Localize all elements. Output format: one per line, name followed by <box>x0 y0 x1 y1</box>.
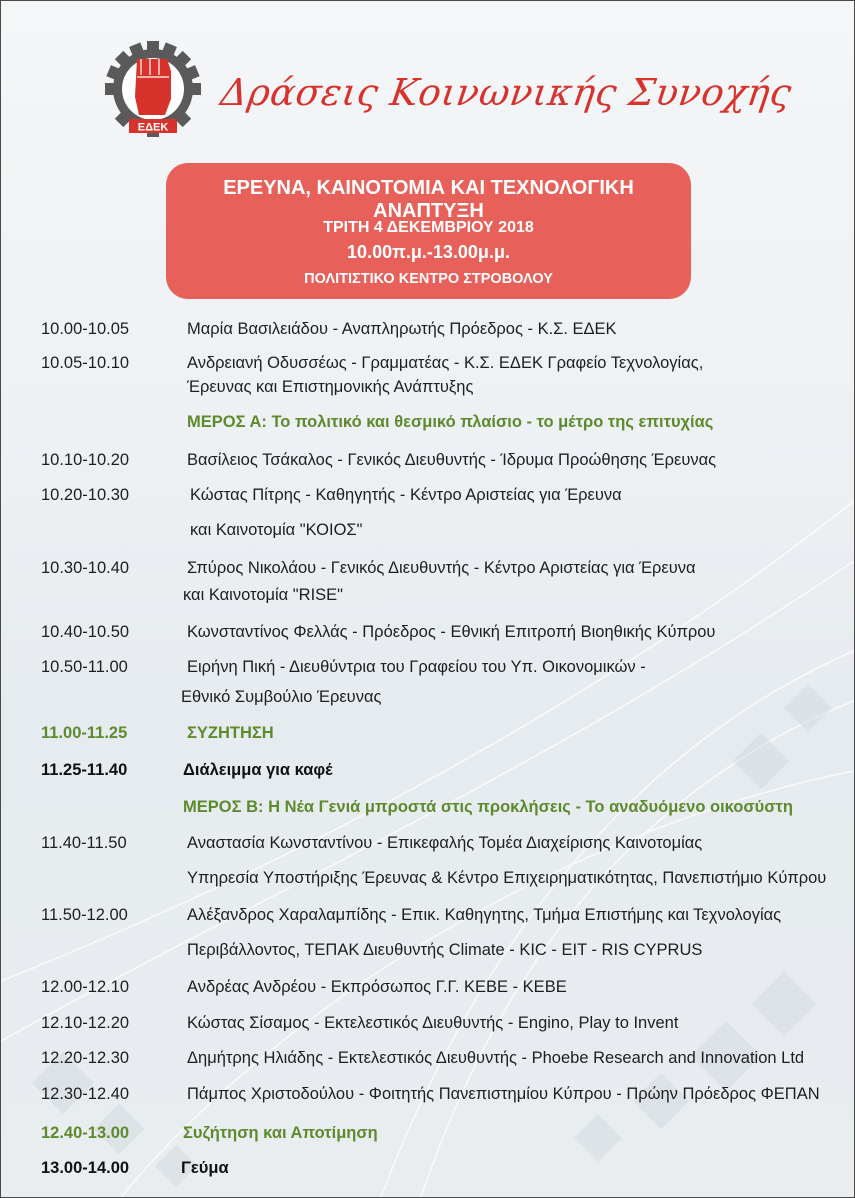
row-text: Αναστασία Κωνσταντίνου - Επικεφαλής Τομέα Διαχείρισης Καινοτομίας <box>187 834 703 852</box>
row-text: Έρευνας και Επιστημονικής Ανάπτυξης <box>187 378 474 396</box>
row-text: Συζήτηση και Αποτίμηση <box>183 1124 378 1142</box>
row-text: και Καινοτομία "RISE" <box>183 586 344 604</box>
row-time: 12.20-12.30 <box>41 1049 130 1067</box>
row-text: Σπύρος Νικολάου - Γενικός Διευθυντής - Κέντρο Αριστείας για Έρευνα <box>187 559 696 577</box>
row-time: 12.30-12.40 <box>41 1085 130 1103</box>
row-text: Αλέξανδρος Χαραλαμπίδης - Επικ. Καθηγητης, Τμήμα Επιστήμης και Τεχνολογίας <box>187 906 782 924</box>
row-text: ΜΕΡΟΣ Β: Η Νέα Γενιά μπροστά στις προκλήσεις - Το αναδυόμενο οικοσύστη <box>183 798 794 816</box>
row-time: 12.00-12.10 <box>41 978 130 996</box>
row-text: Κώστας Σίσαμος - Εκτελεστικός Διευθυντής - Engino, Play to Invent <box>187 1014 679 1032</box>
row-time: 10.40-10.50 <box>41 623 130 641</box>
row-text: ΣΥΖΗΤΗΣΗ <box>187 724 274 742</box>
row-time: 10.30-10.40 <box>41 559 130 577</box>
row-text: Εθνικό Συμβούλιο Έρευνας <box>181 688 382 706</box>
schedule-list <box>1 1 854 1197</box>
row-time: 11.40-11.50 <box>41 834 127 852</box>
row-time: 11.00-11.25 <box>41 724 128 742</box>
row-text: Υπηρεσία Υποστήριξης Έρευνας & Κέντρο Επιχειρηματικότητας, Πανεπιστήμιο Κύπρου <box>187 869 827 887</box>
row-text: Πάμπος Χριστοδούλου - Φοιτητής Πανεπιστημίου Κύπρου - Πρώην Πρόεδρος ΦΕΠΑΝ <box>187 1085 820 1103</box>
event-venue: ΠΟΛΙΤΙΣΤΙΚΟ ΚΕΝΤΡΟ ΣΤΡΟΒΟΛΟΥ <box>304 271 553 287</box>
row-time: 10.05-10.10 <box>41 354 130 372</box>
row-text: Διάλειμμα για καφέ <box>183 761 333 779</box>
row-text: Ειρήνη Πική - Διευθύντρια του Γραφείου του Υπ. Οικονομικών - <box>187 658 646 676</box>
row-time: 12.10-12.20 <box>41 1014 130 1032</box>
row-time: 11.25-11.40 <box>41 761 128 779</box>
row-text: ΜΕΡΟΣ Α: Το πολιτικό και θεσμικό πλαίσιο - το μέτρο της επιτυχίας <box>187 413 714 431</box>
row-text: Περιβάλλοντος, ΤΕΠΑΚ Διευθυντής Climate - KIC - EIT - RIS CYPRUS <box>187 941 703 959</box>
row-time: 12.40-13.00 <box>41 1124 130 1142</box>
row-text: Μαρία Βασιλειάδου - Αναπληρωτής Πρόεδρος - Κ.Σ. ΕΔΕΚ <box>187 320 617 338</box>
row-text: Δημήτρης Ηλιάδης - Εκτελεστικός Διευθυντής - Phoebe Research and Innovation Ltd <box>187 1049 805 1067</box>
row-time: 10.50-11.00 <box>41 658 128 676</box>
row-time: 10.00-10.05 <box>41 320 130 338</box>
event-hours: 10.00π.μ.-13.00μ.μ. <box>347 242 510 262</box>
row-text: Κωνσταντίνος Φελλάς - Πρόεδρος - Εθνική Επιτροπή Βιοηθικής Κύπρου <box>187 623 716 641</box>
row-time: 10.20-10.30 <box>41 486 130 504</box>
script-title: Δράσεις Κοινωνικής Συνοχής <box>217 71 795 114</box>
event-title: ΕΡΕΥΝΑ, ΚΑΙΝΟΤΟΜΙΑ ΚΑΙ ΤΕΧΝΟΛΟΓΙΚΗ ΑΝΑΠΤΥΞΗ <box>223 177 634 222</box>
row-text: Γεύμα <box>181 1159 229 1177</box>
row-time: 11.50-12.00 <box>41 906 128 924</box>
row-text: Ανδρέας Ανδρέου - Εκπρόσωπος Γ.Γ. ΚΕΒΕ - ΚΕΒΕ <box>187 978 567 996</box>
row-text: Ανδρειανή Οδυσσέως - Γραμματέας - Κ.Σ. ΕΔΕΚ Γραφείο Τεχνολογίας, <box>187 354 704 372</box>
row-time: 10.10-10.20 <box>41 451 130 469</box>
row-text: και Καινοτομία "ΚΟΙΟΣ" <box>190 521 363 539</box>
row-text: Βασίλειος Τσάκαλος - Γενικός Διευθυντής - Ίδρυμα Προώθησης Έρευνας <box>187 451 717 469</box>
row-time: 13.00-14.00 <box>41 1159 130 1177</box>
event-date: ΤΡΙΤΗ 4 ΔΕΚΕΜΒΡΙΟΥ 2018 <box>323 219 534 236</box>
logo-text: ΕΔΕΚ <box>137 121 169 134</box>
row-text: Κώστας Πίτρης - Καθηγητής - Κέντρο Αριστείας για Έρευνα <box>190 486 622 504</box>
